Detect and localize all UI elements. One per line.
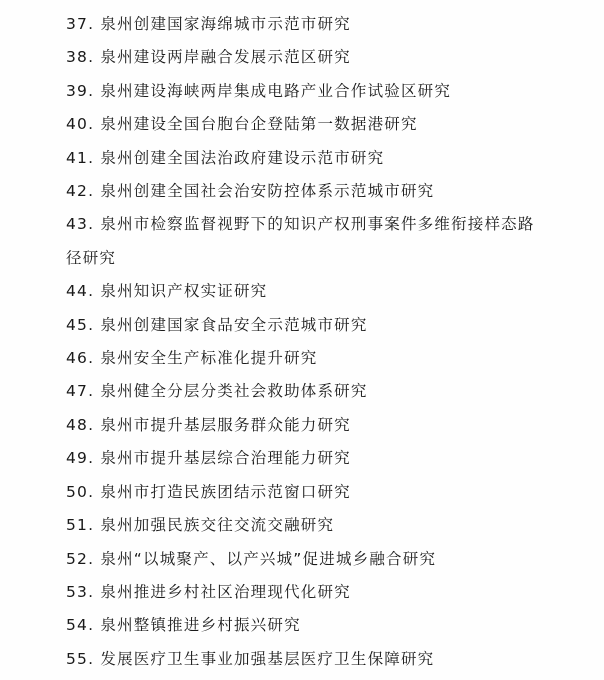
list-item: 53. 泉州推进乡村社区治理现代化研究 [66, 582, 351, 601]
list-item: 41. 泉州创建全国法治政府建设示范市研究 [66, 148, 385, 167]
list-item: 46. 泉州安全生产标准化提升研究 [66, 349, 318, 368]
list-item: 43. 泉州市检察监督视野下的知识产权刑事案件多维衔接样态路径研究 [66, 215, 535, 267]
list-item: 50. 泉州市打造民族团结示范窗口研究 [66, 482, 351, 501]
list-item: 40. 泉州建设全国台胞台企登陆第一数据港研究 [66, 115, 418, 134]
list-item: 42. 泉州创建全国社会治安防控体系示范城市研究 [66, 182, 435, 201]
list-item: 45. 泉州创建国家食品安全示范城市研究 [66, 315, 368, 334]
list-item: 39. 泉州建设海峡两岸集成电路产业合作试验区研究 [66, 81, 452, 100]
list-item: 37. 泉州创建国家海绵城市示范市研究 [66, 15, 351, 33]
list-item: 52. 泉州“以城聚产、以产兴城”促进城乡融合研究 [66, 549, 437, 568]
list-item: 44. 泉州知识产权实证研究 [66, 282, 268, 301]
list-item: 51. 泉州加强民族交往交流交融研究 [66, 516, 335, 535]
list-item: 49. 泉州市提升基层综合治理能力研究 [66, 449, 351, 468]
list-item: 48. 泉州市提升基层服务群众能力研究 [66, 415, 351, 434]
list-item: 54. 泉州整镇推进乡村振兴研究 [66, 616, 301, 635]
list-item: 38. 泉州建设两岸融合发展示范区研究 [66, 48, 351, 67]
research-topic-list [66, 8, 586, 676]
list-item: 47. 泉州健全分层分类社会救助体系研究 [66, 382, 368, 401]
list-item: 55. 发展医疗卫生事业加强基层医疗卫生保障研究 [66, 649, 435, 668]
